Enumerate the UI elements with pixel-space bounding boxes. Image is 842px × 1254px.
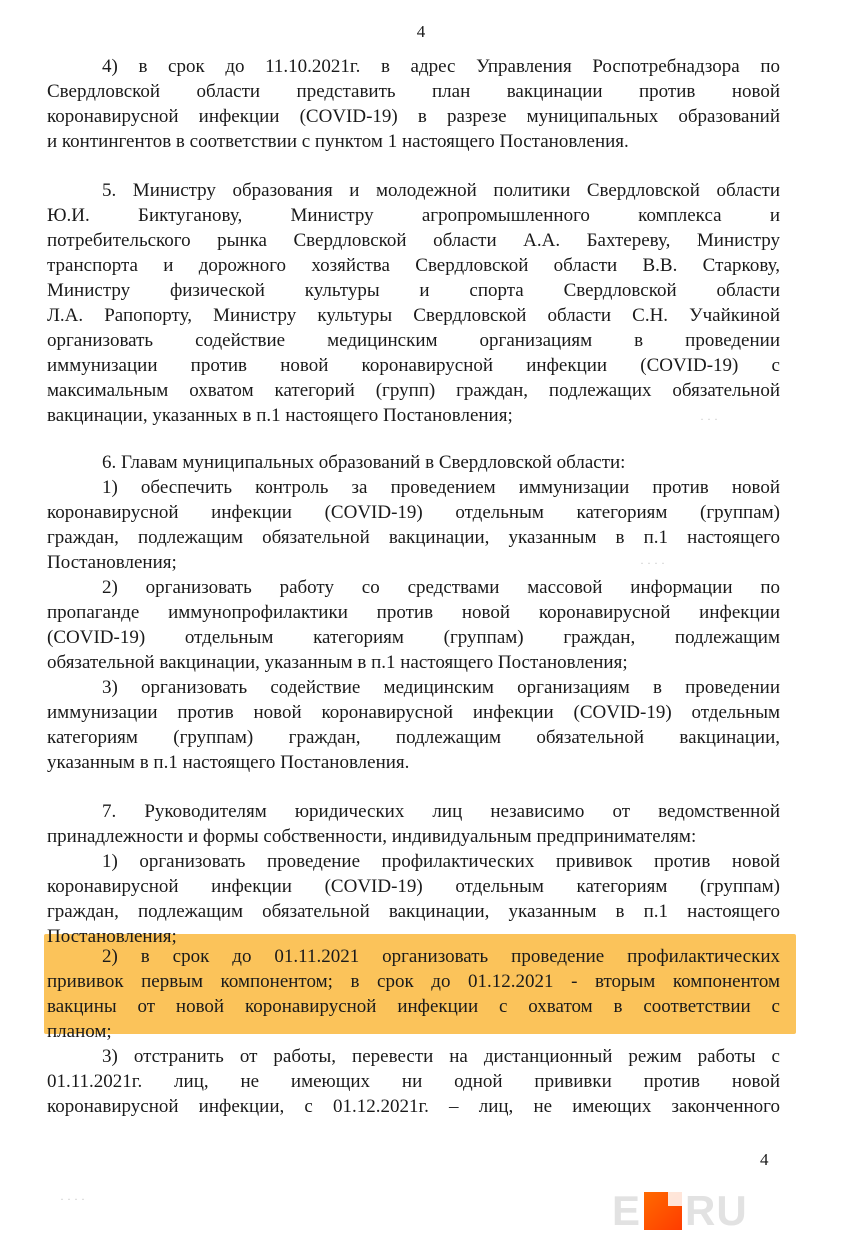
text-line: Постановления; (47, 552, 177, 573)
text-line: Ю.И. Биктуганову, Министру агропромышленного комплекса и (47, 205, 780, 226)
text-line: граждан, подлежащим обязательной вакцинации, указанным в п.1 настоящего (47, 901, 780, 922)
scan-artifact: · · · · (640, 556, 665, 570)
text-line: прививок первым компонентом; в срок до 01.12.2021 - вторым компонентом (47, 971, 780, 992)
text-line: коронавирусной инфекции (COVID-19) отдельным категориям (группам) (47, 876, 780, 897)
text-line: транспорта и дорожного хозяйства Свердловской области В.В. Старкову, (47, 255, 780, 276)
text-line: Свердловской области представить план вакцинации против новой (47, 81, 780, 102)
text-line: Л.А. Рапопорту, Министру культуры Свердловской области С.Н. Учайкиной (47, 305, 780, 326)
text-line: и контингентов в соответствии с пунктом 1 настоящего Постановления. (47, 131, 629, 152)
logo-square-icon (644, 1192, 682, 1230)
text-line: пропаганде иммунопрофилактики против новой коронавирусной инфекции (47, 602, 780, 623)
text-line: иммунизации против новой коронавирусной инфекции (COVID-19) с (47, 355, 780, 376)
text-line: коронавирусной инфекции (COVID-19) отдельным категориям (группам) (47, 502, 780, 523)
text-line: коронавирусной инфекции, с 01.12.2021г. – лиц, не имеющих законченного (47, 1096, 780, 1117)
text-line: 1) организовать проведение профилактических прививок против новой (102, 851, 780, 872)
text-line: коронавирусной инфекции (COVID-19) в разрезе муниципальных образований (47, 106, 780, 127)
text-line: 2) организовать работу со средствами массовой информации по (102, 577, 780, 598)
e1-logo (612, 1188, 748, 1234)
text-line: 3) отстранить от работы, перевести на дистанционный режим работы с (102, 1046, 780, 1067)
text-line: 5. Министру образования и молодежной политики Свердловской области (102, 180, 780, 201)
page-number-bottom: 4 (760, 1150, 769, 1169)
text-line: 6. Главам муниципальных образований в Свердловской области: (102, 452, 626, 473)
text-line: вакцины от новой коронавирусной инфекции с охватом в соответствии с (47, 996, 780, 1017)
text-line: 4) в срок до 11.10.2021г. в адрес Управления Роспотребнадзора по (102, 56, 780, 77)
text-line: 01.11.2021г. лиц, не имеющих ни одной прививки против новой (47, 1071, 780, 1092)
text-line: 1) обеспечить контроль за проведением иммунизации против новой (102, 477, 780, 498)
logo-right-text: RU (685, 1187, 748, 1234)
scan-artifact: · · · (700, 412, 718, 426)
text-line: 3) организовать содействие медицинским организациям в проведении (102, 677, 780, 698)
text-line: указанным в п.1 настоящего Постановления. (47, 752, 410, 773)
scan-artifact: · · · · (60, 1192, 85, 1206)
text-line: максимальным охватом категорий (групп) граждан, подлежащих обязательной (47, 380, 780, 401)
text-line: вакцинации, указанных в п.1 настоящего Постановления; (47, 405, 513, 426)
logo-left-text: E (612, 1187, 642, 1234)
text-line: 2) в срок до 01.11.2021 организовать проведение профилактических (102, 946, 780, 967)
text-line: 7. Руководителям юридических лиц независимо от ведомственной (102, 801, 780, 822)
text-line: Министру физической культуры и спорта Свердловской области (47, 280, 780, 301)
text-line: организовать содействие медицинским организациям в проведении (47, 330, 780, 351)
page-number-top: 4 (416, 22, 426, 41)
text-line: потребительского рынка Свердловской области А.А. Бахтереву, Министру (47, 230, 780, 251)
text-line: (COVID-19) отдельным категориям (группам) граждан, подлежащим (47, 627, 780, 648)
text-line: принадлежности и формы собственности, индивидуальным предпринимателям: (47, 826, 697, 847)
text-line: планом; (47, 1021, 112, 1042)
text-line: Постановления; (47, 926, 177, 947)
text-line: обязательной вакцинации, указанным в п.1 настоящего Постановления; (47, 652, 628, 673)
text-line: категориям (группам) граждан, подлежащим обязательной вакцинации, (47, 727, 780, 748)
text-line: граждан, подлежащим обязательной вакцинации, указанным в п.1 настоящего (47, 527, 780, 548)
text-line: иммунизации против новой коронавирусной инфекции (COVID-19) отдельным (47, 702, 780, 723)
